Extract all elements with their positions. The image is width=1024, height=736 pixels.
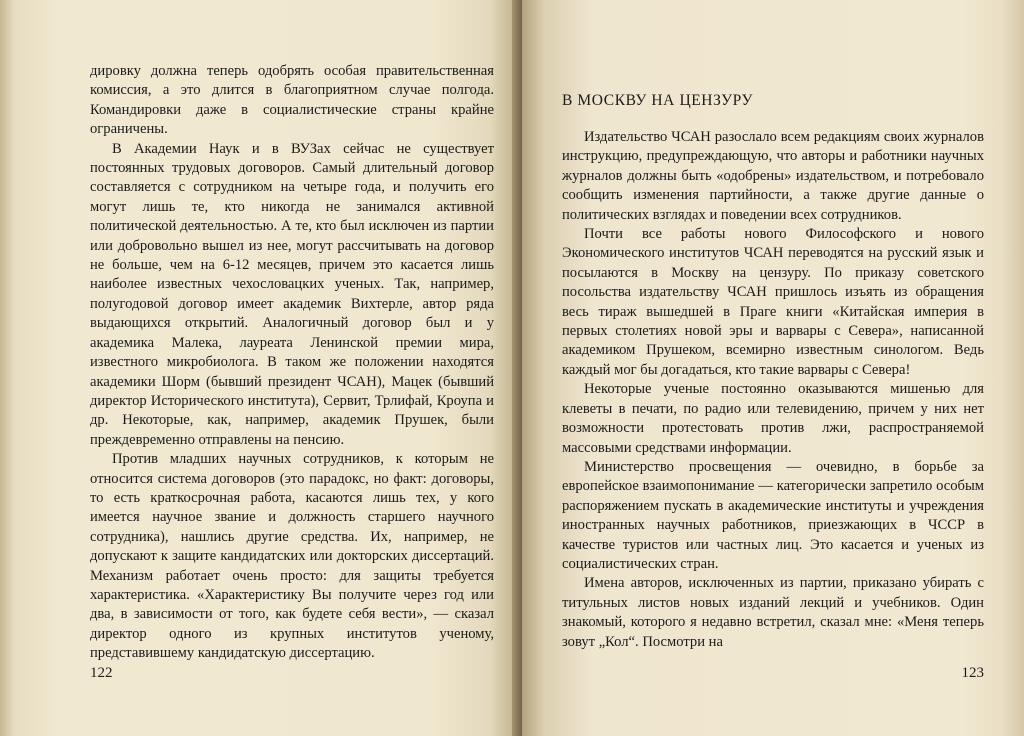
right-page (522, 0, 1024, 736)
right-paragraph-2: Почти все работы нового Философского и нового Экономического институтов ЧСАН переводятся на русский язык и посылаются в Москву на цензуру. По приказу советского посольства издательству ЧСАН пришлось изъять из обращения весь тираж вышедшей в Праге книги «Китайская империя в первых столетиях новой эры и варвары с Севера», написанной академиком Прушеком, всемирно известным синологом. Ведь каждый мог бы догадаться, кто такие варвары с Севера! (562, 226, 984, 378)
right-paragraph-3: Некоторые ученые постоянно оказываются мишенью для клеветы в печати, по радио или телевидению, причем у них нет возможности протестовать против лжи, распространяемой массовыми средствами информации. (562, 381, 984, 456)
left-page-number: 122 (90, 665, 113, 681)
section-heading: В МОСКВУ НА ЦЕНЗУРУ (562, 92, 754, 109)
right-paragraph-4: Министерство просвещения — очевидно, в борьбе за европейское взаимопонимание — категорически запретило особым распоряжением пускать в академические институты и учреждения иностранных научных работников, приезжающих в ЧССР в качестве туристов или частных лиц. Это касается и ученых из социалистических стран. (562, 458, 984, 572)
right-paragraph-1: Издательство ЧСАН разослало всем редакциям своих журналов инструкцию, предупреждающую, что авторы и работники научных журналов должны быть «одобрены» издательством, и потребовало сообщить изменения партийности, а также другие данные о политических взглядах и поведении всех сотрудников. (562, 129, 984, 223)
left-paragraph-3: Против младших научных сотрудников, к которым не относится система договоров (это парадокс, но факт: договоры, то есть краткосрочная работа, касаются лишь тех, у кого имеется научное звание и должность старшего научного сотрудника), нашлись другие средства. Их, например, не допускают к защите кандидатских или докторских диссертаций. Механизм работает очень просто: для защиты требуется характеристика. «Характеристику Вы получите через год или два, в зависимости от того, как будете себя вести», — сказал директор одного из крупных институтов ученому, представившему кандидатскую диссертацию. (90, 451, 494, 662)
left-paragraph-2: В Академии Наук и в ВУЗах сейчас не существует постоянных трудовых договоров. Самый длительный договор составляется с сотрудником на четыре года, и получить его могут лишь те, кто никогда не занимался активной политической деятельностью. А те, кто был исключен из партии или добровольно вышел из нее, могут рассчитывать на договор не больше, чем на 6-12 месяцев, причем это касается лишь наиболее известных чехословацких ученых. Так, например, полугодовой договор имеет академик Вихтерле, автор ряда выдающихся открытий. Аналогичный договор был и у академика Малека, лауреата Ленинской премии мира, известного микробиолога. В таком же положении находятся академики Шорм (бывший президент ЧСАН), Мацек (бывший директор Исторического института), Сервит, Трлифай, Кроупа и др. Некоторые, как, например, академик Прушек, были преждевременно отправлены на пенсию. (90, 140, 494, 448)
left-paragraph-1: дировку должна теперь одобрять особая правительственная комиссия, а это длится в благоприятном случае полгода. Командировки даже в социалистические страны крайне ограничены. (90, 63, 494, 138)
right-page-number: 123 (961, 665, 984, 681)
right-paragraph-5: Имена авторов, исключенных из партии, приказано убирать с титульных листов новых изданий лекций и учебников. Один знакомый, которого я недавно встретил, сказал мне: «Меня теперь зовут „Кол“. Посмотри на (562, 575, 984, 650)
